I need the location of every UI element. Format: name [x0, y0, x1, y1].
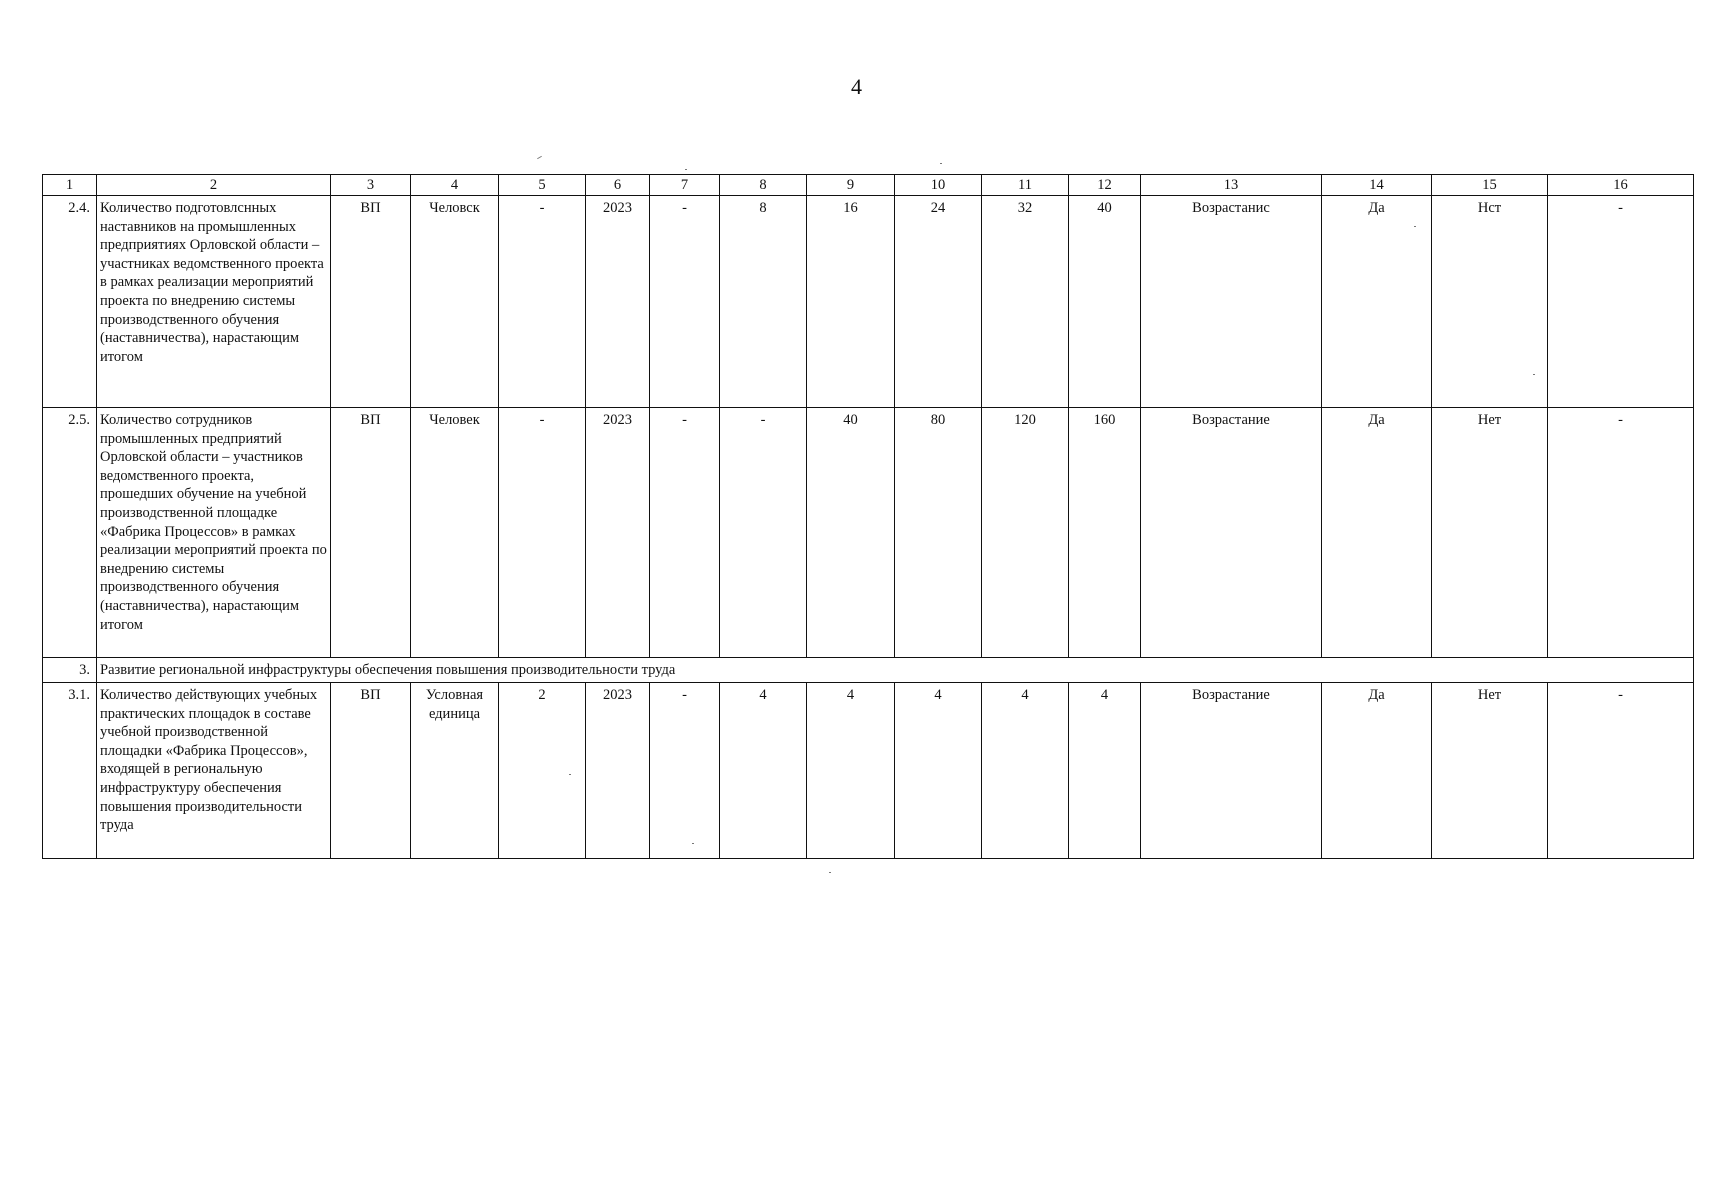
value-cell: 4 [720, 683, 807, 859]
indicator-name: Количество сотрудников промышленных предприятий Орловской области – участников ведомственного проекта, прошедших обучение на учебной производственной площадке «Фабрика Процессов» в рамках реализации мероприятий проекта по внедрению системы производственного обучения (наставничества), нарастающим итогом [97, 408, 331, 658]
base-value: - [499, 196, 586, 408]
value-cell: 8 [720, 196, 807, 408]
value-cell: 160 [1069, 408, 1141, 658]
flag-cell: Да [1322, 683, 1432, 859]
unit: Человск [411, 196, 499, 408]
scan-speck [537, 156, 542, 159]
value-cell: 24 [895, 196, 982, 408]
note-cell: - [1548, 683, 1694, 859]
column-number-row [43, 175, 1694, 196]
scan-speck [1533, 374, 1535, 375]
column-number: 10 [895, 175, 982, 196]
unit: Условная единица [411, 683, 499, 859]
row-number: 2.4. [43, 196, 97, 408]
indicator-level: ВП [331, 408, 411, 658]
section-title: Развитие региональной инфраструктуры обеспечения повышения производительности труда [97, 658, 1694, 683]
table-row [43, 196, 1694, 408]
value-cell: - [650, 408, 720, 658]
scan-speck [829, 872, 831, 873]
column-number: 16 [1548, 175, 1694, 196]
value-cell: 80 [895, 408, 982, 658]
table-row [43, 408, 1694, 658]
base-value: 2 [499, 683, 586, 859]
column-number: 13 [1141, 175, 1322, 196]
column-number: 2 [97, 175, 331, 196]
column-number: 3 [331, 175, 411, 196]
indicators-table [42, 174, 1694, 859]
value-cell: 32 [982, 196, 1069, 408]
section-row [43, 658, 1694, 683]
base-value: - [499, 408, 586, 658]
scan-speck [940, 163, 942, 164]
column-number: 8 [720, 175, 807, 196]
scan-speck [692, 843, 694, 844]
value-cell: 40 [807, 408, 895, 658]
value-cell: 4 [1069, 683, 1141, 859]
value-cell: - [650, 196, 720, 408]
indicator-name: Количество действующих учебных практических площадок в составе учебной производственной площадки «Фабрика Процессов», входящей в региональную инфраструктуру обеспечения повышения производительности труда [97, 683, 331, 859]
trend: Возрастание [1141, 683, 1322, 859]
value-cell: 16 [807, 196, 895, 408]
column-number: 4 [411, 175, 499, 196]
note-cell: - [1548, 408, 1694, 658]
value-cell: 120 [982, 408, 1069, 658]
indicator-level: ВП [331, 196, 411, 408]
row-number: 3.1. [43, 683, 97, 859]
flag-cell: Нст [1432, 196, 1548, 408]
column-number: 11 [982, 175, 1069, 196]
row-number: 2.5. [43, 408, 97, 658]
column-number: 9 [807, 175, 895, 196]
column-number: 7 [650, 175, 720, 196]
scan-speck [569, 774, 571, 775]
scan-speck [1414, 226, 1416, 227]
value-cell: - [650, 683, 720, 859]
table-row [43, 683, 1694, 859]
flag-cell: Нет [1432, 683, 1548, 859]
trend: Возрастанис [1141, 196, 1322, 408]
column-number: 6 [586, 175, 650, 196]
flag-cell: Да [1322, 408, 1432, 658]
flag-cell: Нет [1432, 408, 1548, 658]
column-number: 1 [43, 175, 97, 196]
note-cell: - [1548, 196, 1694, 408]
unit: Человек [411, 408, 499, 658]
value-cell: 40 [1069, 196, 1141, 408]
value-cell: 4 [807, 683, 895, 859]
page-number: 4 [851, 74, 862, 99]
scan-speck [685, 169, 687, 170]
indicator-level: ВП [331, 683, 411, 859]
column-number: 14 [1322, 175, 1432, 196]
value-cell: 4 [895, 683, 982, 859]
base-year: 2023 [586, 683, 650, 859]
base-year: 2023 [586, 196, 650, 408]
column-number: 15 [1432, 175, 1548, 196]
value-cell: - [720, 408, 807, 658]
value-cell: 4 [982, 683, 1069, 859]
column-number: 12 [1069, 175, 1141, 196]
section-number: 3. [43, 658, 97, 683]
flag-cell: Да [1322, 196, 1432, 408]
trend: Возрастание [1141, 408, 1322, 658]
column-number: 5 [499, 175, 586, 196]
base-year: 2023 [586, 408, 650, 658]
indicator-name: Количество подготовлснных наставников на промышленных предприятиях Орловской области – участниках ведомственного проекта в рамках реализации мероприятий проекта по внедрению системы производственного обучения (наставничества), нарастающим итогом [97, 196, 331, 408]
